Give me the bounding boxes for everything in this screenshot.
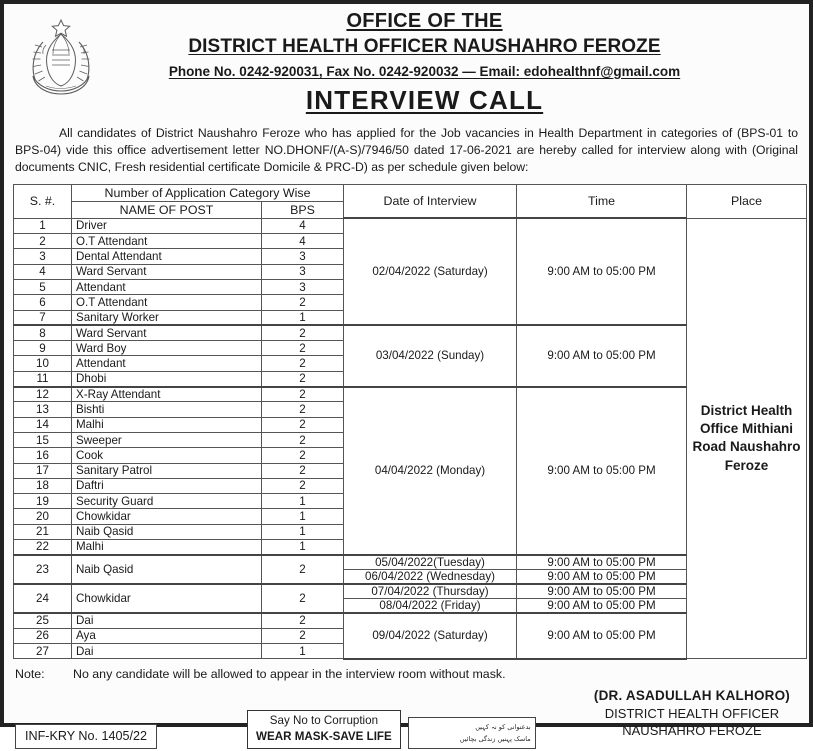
cell-bps: 2	[262, 387, 344, 402]
cell-bps: 2	[262, 613, 344, 628]
table-row	[14, 218, 807, 233]
cell-serial: 15	[14, 432, 72, 447]
signatory-role: DISTRICT HEALTH OFFICER	[604, 705, 780, 721]
cell-place: District Health Office Mithiani Road Naushahro Feroze	[687, 218, 807, 658]
cell-serial: 26	[14, 628, 72, 643]
urdu-slogan-box	[408, 717, 536, 749]
urdu-slogan-line-1: بدعنوانی کو نہ کہیں	[475, 722, 531, 731]
cell-bps: 1	[262, 539, 344, 554]
cell-post: Ward Boy	[72, 341, 262, 356]
cell-bps: 1	[262, 643, 344, 658]
cell-serial: 11	[14, 371, 72, 386]
cell-post: Chowkidar	[72, 509, 262, 524]
cell-time: 9:00 AM to 05:00 PM	[517, 218, 687, 325]
cell-serial: 9	[14, 341, 72, 356]
cell-bps: 1	[262, 524, 344, 539]
signatory-name: (DR. ASADULLAH KALHORO)	[593, 687, 790, 703]
cell-date: 09/04/2022 (Saturday)	[344, 613, 517, 659]
cell-post: Attendant	[72, 279, 262, 294]
signatory-city: NAUSHAHRO FEROZE	[622, 723, 762, 739]
signature-block	[594, 687, 790, 740]
cell-post: Bishti	[72, 402, 262, 417]
cell-post: Malhi	[72, 417, 262, 432]
cell-post: Dai	[72, 643, 262, 658]
cell-bps: 3	[262, 264, 344, 279]
cell-bps: 2	[262, 356, 344, 371]
cell-time: 9:00 AM to 05:00 PM	[517, 569, 687, 584]
cell-date: 04/04/2022 (Monday)	[344, 387, 517, 555]
cell-serial: 25	[14, 613, 72, 628]
cell-time: 9:00 AM to 05:00 PM	[517, 387, 687, 555]
cell-serial: 24	[14, 584, 72, 613]
cell-post: Sweeper	[72, 432, 262, 447]
cell-post: Sanitary Worker	[72, 310, 262, 325]
cell-serial: 6	[14, 295, 72, 310]
cell-bps: 2	[262, 584, 344, 613]
th-serial: S. #.	[14, 184, 72, 218]
note-text: No any candidate will be allowed to appear in the interview room without mask.	[73, 666, 506, 681]
authority-title: DISTRICT HEALTH OFFICER NAUSHAHRO FEROZE	[188, 36, 661, 57]
table-body	[14, 218, 807, 658]
cell-post: Driver	[72, 218, 262, 233]
cell-serial: 23	[14, 555, 72, 584]
inf-number-box: INF-KRY No. 1405/22	[15, 724, 157, 749]
cell-bps: 3	[262, 279, 344, 294]
contact-line: Phone No. 0242-920031, Fax No. 0242-920032 — Email: edohealthnf@gmail.com	[168, 63, 681, 79]
document-footer	[13, 689, 800, 751]
cell-bps: 2	[262, 417, 344, 432]
page-title: INTERVIEW CALL	[305, 84, 544, 115]
cell-serial: 12	[14, 387, 72, 402]
cell-serial: 1	[14, 218, 72, 233]
th-time: Time	[517, 184, 687, 218]
cell-bps: 4	[262, 234, 344, 249]
cell-bps: 2	[262, 448, 344, 463]
footer-badges-row	[13, 710, 536, 748]
cell-time: 9:00 AM to 05:00 PM	[517, 584, 687, 599]
cell-bps: 2	[262, 371, 344, 386]
th-category-group: Number of Application Category Wise	[72, 184, 344, 201]
cell-serial: 3	[14, 249, 72, 264]
cell-post: Naib Qasid	[72, 524, 262, 539]
cell-time: 9:00 AM to 05:00 PM	[517, 555, 687, 570]
cell-serial: 18	[14, 478, 72, 493]
th-bps: BPS	[262, 201, 344, 218]
cell-post: X-Ray Attendant	[72, 387, 262, 402]
cell-bps: 2	[262, 432, 344, 447]
cell-serial: 16	[14, 448, 72, 463]
cell-post: Naib Qasid	[72, 555, 262, 584]
cell-post: Dhobi	[72, 371, 262, 386]
cell-serial: 2	[14, 234, 72, 249]
cell-time: 9:00 AM to 05:00 PM	[517, 598, 687, 613]
table-header-row-1	[14, 184, 807, 201]
cell-post: Chowkidar	[72, 584, 262, 613]
note-section	[15, 667, 798, 681]
cell-bps: 2	[262, 555, 344, 584]
document-header	[13, 8, 800, 116]
cell-serial: 10	[14, 356, 72, 371]
cell-serial: 22	[14, 539, 72, 554]
cell-serial: 5	[14, 279, 72, 294]
cell-bps: 2	[262, 402, 344, 417]
cell-post: Ward Servant	[72, 325, 262, 340]
cell-serial: 7	[14, 310, 72, 325]
cell-bps: 1	[262, 310, 344, 325]
cell-post: Daftri	[72, 478, 262, 493]
cell-date: 08/04/2022 (Friday)	[344, 598, 517, 613]
cell-bps: 1	[262, 494, 344, 509]
cell-serial: 4	[14, 264, 72, 279]
cell-post: Attendant	[72, 356, 262, 371]
cell-post: O.T Attendant	[72, 234, 262, 249]
urdu-slogan-line-2: ماسک پہنیں زندگی بچائیں	[459, 734, 531, 743]
cell-bps: 2	[262, 325, 344, 340]
table-head	[14, 184, 807, 218]
cell-serial: 21	[14, 524, 72, 539]
note-label: Note:	[15, 666, 45, 681]
cell-post: Security Guard	[72, 494, 262, 509]
th-name-of-post: NAME OF POST	[72, 201, 262, 218]
interview-schedule-table	[13, 184, 807, 660]
intro-paragraph	[15, 125, 798, 177]
government-emblem-icon	[13, 10, 109, 109]
cell-date: 03/04/2022 (Sunday)	[344, 325, 517, 386]
cell-bps: 2	[262, 341, 344, 356]
cell-serial: 13	[14, 402, 72, 417]
cell-post: Cook	[72, 448, 262, 463]
cell-bps: 3	[262, 249, 344, 264]
slogan-line-1: Say No to Corruption	[269, 714, 379, 728]
cell-post: Dental Attendant	[72, 249, 262, 264]
cell-serial: 20	[14, 509, 72, 524]
cell-post: Dai	[72, 613, 262, 628]
cell-post: Ward Servant	[72, 264, 262, 279]
th-place: Place	[687, 184, 807, 218]
cell-time: 9:00 AM to 05:00 PM	[517, 613, 687, 659]
cell-bps: 2	[262, 628, 344, 643]
anti-corruption-slogan-box	[247, 710, 401, 748]
cell-bps: 2	[262, 463, 344, 478]
cell-serial: 14	[14, 417, 72, 432]
cell-bps: 4	[262, 218, 344, 233]
cell-post: Malhi	[72, 539, 262, 554]
cell-serial: 27	[14, 643, 72, 658]
cell-time: 9:00 AM to 05:00 PM	[517, 325, 687, 386]
slogan-line-2: WEAR MASK-SAVE LIFE	[256, 730, 392, 744]
cell-post: Sanitary Patrol	[72, 463, 262, 478]
cell-post: O.T Attendant	[72, 295, 262, 310]
cell-date: 07/04/2022 (Thursday)	[344, 584, 517, 599]
cell-post: Aya	[72, 628, 262, 643]
cell-date: 05/04/2022(Tuesday)	[344, 555, 517, 570]
th-date: Date of Interview	[344, 184, 517, 218]
cell-serial: 8	[14, 325, 72, 340]
office-of-the-title: OFFICE OF THE	[346, 10, 503, 32]
cell-bps: 2	[262, 478, 344, 493]
cell-date: 02/04/2022 (Saturday)	[344, 218, 517, 325]
cell-serial: 19	[14, 494, 72, 509]
cell-bps: 1	[262, 509, 344, 524]
cell-date: 06/04/2022 (Wednesday)	[344, 569, 517, 584]
cell-bps: 2	[262, 295, 344, 310]
cell-serial: 17	[14, 463, 72, 478]
intro-text: All candidates of District Naushahro Feroze who has applied for the Job vacancies in Health Department in categories of (BPS-01 to BPS-04) vide this office advertisement letter NO.DHONF/(A-S)/7946/50 dated 17-06-2021 are hereby called for interview along with (Original documents CNIC, Fresh residential certificate Domicile & PRC-D) as per schedule given below:	[15, 125, 798, 175]
